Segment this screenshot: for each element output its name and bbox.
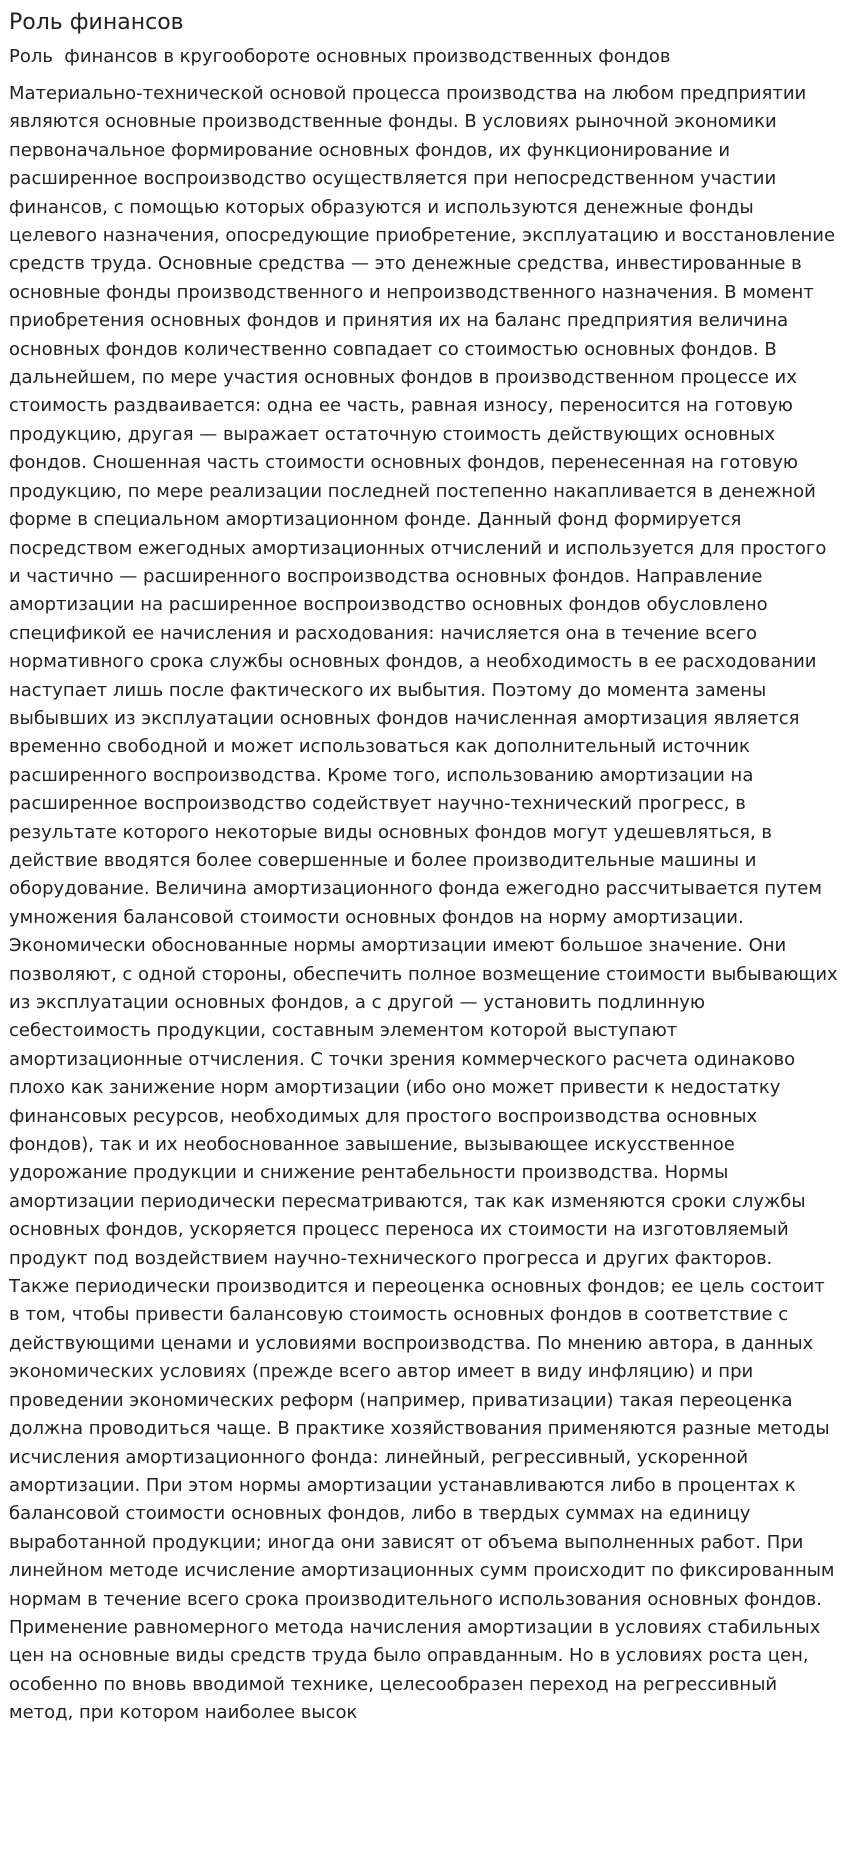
article-body: Материально-технической основой процесса производства на любом предприятии являются основные производственные фонды. В условиях рыночной экономики первоначальное формирование основных фондов, их функционирование и расширенное воспроизводство осуществляется при непосредственном участии финансов, с помощью которых образуются и используются денежные фонды целевого назначения, опосредующие приобретение, эксплуатацию и восстановление средств труда. Основные средства — это денежные средства, инвестированные в основные фонды производственного и непроизводственного назначения. В момент приобретения основных фондов и принятия их на баланс предприятия величина основных фондов количественно совпадает со стоимостью основных фондов. В дальнейшем, по мере участия основных фондов в производственном процессе их стоимость раздваивается: одна ее часть, равная износу, переносится на готовую продукцию, другая — выражает остаточную стоимость действующих основных фондов. Сношенная часть стоимости основных фондов, перенесенная на готовую продукцию, по мере реализации последней постепенно накапливается в денежной форме в специальном амортизационном фонде. Данный фонд формируется посредством ежегодных амортизационных отчислений и используется для простого и частично — расширенного воспроизводства основных фондов. Направление амортизации на расширенное воспроизводство основных фондов обусловлено спецификой ее начисления и расходования: начисляется она в течение всего нормативного срока службы основных фондов, а необходимость в ее расходовании наступает лишь после фактического их выбытия. Поэтому до момента замены выбывших из эксплуатации основных фондов начисленная амортизация является временно свободной и может использоваться как дополнительный источник расширенного воспроизводства. Кроме того, использованию амортизации на расширенное воспроизводство содействует научно-технический прогресс, в результате которого некоторые виды основных фондов могут удешевляться, в действие вводятся более совершенные и более производительные машины и оборудование. Величина амортизационного фонда ежегодно рассчитывается путем умножения балансовой стоимости основных фондов на норму амортизации. Экономически обоснованные нормы амортизации имеют большое значение. Они позволяют, с одной стороны, обеспечить полное возмещение стоимости выбывающих из эксплуатации основных фондов, а с другой — установить подлинную себестоимость продукции, составным элементом которой выступают амортизационные отчисления. С точки зрения коммерческого расчета одинаково плохо как занижение норм амортизации (ибо оно может привести к недостатку финансовых ресурсов, необходимых для простого воспроизводства основных фондов), так и их необоснованное завышение, вызывающее искусственное удорожание продукции и снижение рентабельности производства. Нормы амортизации периодически пересматриваются, так как изменяются сроки службы основных фондов, ускоряется процесс переноса их стоимости на изготовляемый продукт под воздействием научно-технического прогресса и других факторов. Также периодически производится и переоценка основных фондов; ее цель состоит в том, чтобы привести балансовую стоимость основных фондов в соответствие с действующими ценами и условиями воспроизводства. По мнению автора, в данных экономических условиях (прежде всего автор имеет в виду инфляцию) и при проведении экономических реформ (например, приватизации) такая переоценка должна проводиться чаще. В практике хозяйствования применяются разные методы исчисления амортизационного фонда: линейный, регрессивный, ускоренной амортизации. При этом нормы амортизации устанавливаются либо в процентах к балансовой стоимости основных фондов, либо в твердых суммах на единицу выработанной продукции; иногда они зависят от объема выполненных работ. При линейном методе исчисление амортизационных сумм происходит по фиксированным нормам в течение всего срока производительного использования основных фондов. Применение равномерного метода начисления амортизации в условиях стабильных цен на основные виды средств труда было оправданным. Но в условиях роста цен, особенно по вновь вводимой технике, целесообразен переход на регрессивный метод, при котором наиболее высок	[9, 83, 838, 1724]
page-title: Роль финансов	[9, 10, 184, 35]
article-subtitle: Роль финансов в кругообороте основных производственных фондов	[9, 46, 671, 67]
